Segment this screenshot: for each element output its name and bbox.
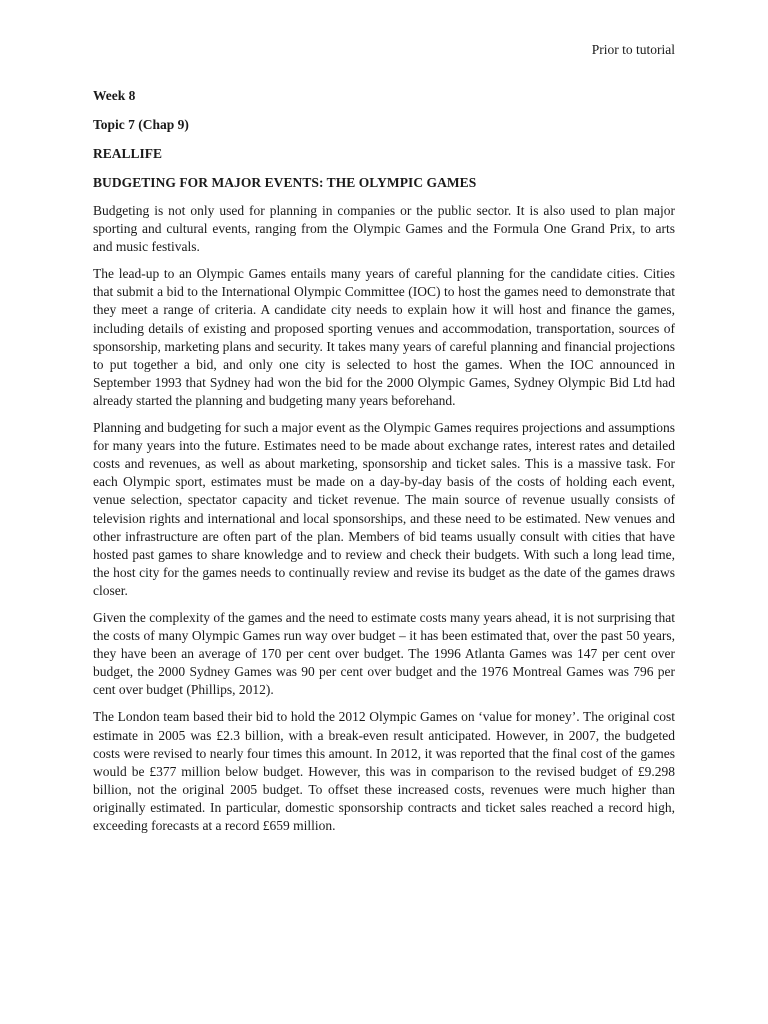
document-body bbox=[93, 87, 675, 844]
paragraph-planning: Planning and budgeting for such a major event as the Olympic Games requires projections and assumptions for many years into the future. Estimates need to be made about exchange rates, interest rates and detailed costs and revenues, as well as about marketing, sponsorship and ticket sales. This is a massive task. For each Olympic sport, estimates must be made on a day-by-day basis of the costs of holding each event, venue selection, spectator capacity and ticket revenue. The main source of revenue usually consists of television rights and international and local sponsorships, and these need to be estimated. New venues and other infrastructure are often part of the plan. Members of bid teams usually consult with cities that have hosted past games to share knowledge and to review and check their budgets. With such a long lead time, the host city for the games needs to continually review and revise its budget as the date of the games draws closer. bbox=[93, 420, 675, 598]
article-title: BUDGETING FOR MAJOR EVENTS: THE OLYMPIC GAMES bbox=[93, 175, 477, 190]
paragraph-bid-process: The lead-up to an Olympic Games entails many years of careful planning for the candidate cities. Cities that submit a bid to the International Olympic Committee (IOC) to host the games need to demonstrate that they meet a range of criteria. A candidate city needs to explain how it will host and finance the games, including details of existing and proposed sporting venues and accommodation, transportation, sources of sponsorship, marketing plans and security. It takes many years of careful planning and financial projections to put together a bid, and only one city is selected to host the games. When the IOC announced in September 1993 that Sydney had won the bid for the 2000 Olympic Games, Sydney Olympic Bid Ltd had already started the planning and budgeting many years beforehand. bbox=[93, 266, 675, 408]
topic-heading: Topic 7 (Chap 9) bbox=[93, 117, 189, 132]
week-heading: Week 8 bbox=[93, 88, 136, 103]
paragraph-cost-overruns: Given the complexity of the games and the need to estimate costs many years ahead, it is not surprising that the costs of many Olympic Games run way over budget – it has been estimated that, over the past 50 years, they have been an average of 170 per cent over budget. The 1996 Atlanta Games was 147 per cent over budget, the 2000 Sydney Games was 90 per cent over budget and the 1976 Montreal Games was 796 per cent over budget (Phillips, 2012). bbox=[93, 609, 675, 698]
paragraph-intro: Budgeting is not only used for planning in companies or the public sector. It is also used to plan major sporting and cultural events, ranging from the Olympic Games and the Formula One Grand Prix, to arts and music festivals. bbox=[93, 203, 675, 255]
section-heading: REALLIFE bbox=[93, 146, 163, 161]
header-note: Prior to tutorial bbox=[591, 42, 675, 57]
paragraph-london-2012: The London team based their bid to hold the 2012 Olympic Games on ‘value for money’. The original cost estimate in 2005 was £2.3 billion, with a break-even result anticipated. However, in 2007, the budgeted costs were revised to nearly four times this amount. In 2012, it was reported that the final cost of the games would be £377 million below budget. However, this was in comparison to the revised budget of £9.298 billion, not the original 2005 budget. To offset these increased costs, revenues were much higher than originally estimated. In particular, domestic sponsorship contracts and ticket sales reached a record high, exceeding forecasts at a record £659 million. bbox=[93, 709, 675, 833]
document-page bbox=[93, 0, 675, 1024]
